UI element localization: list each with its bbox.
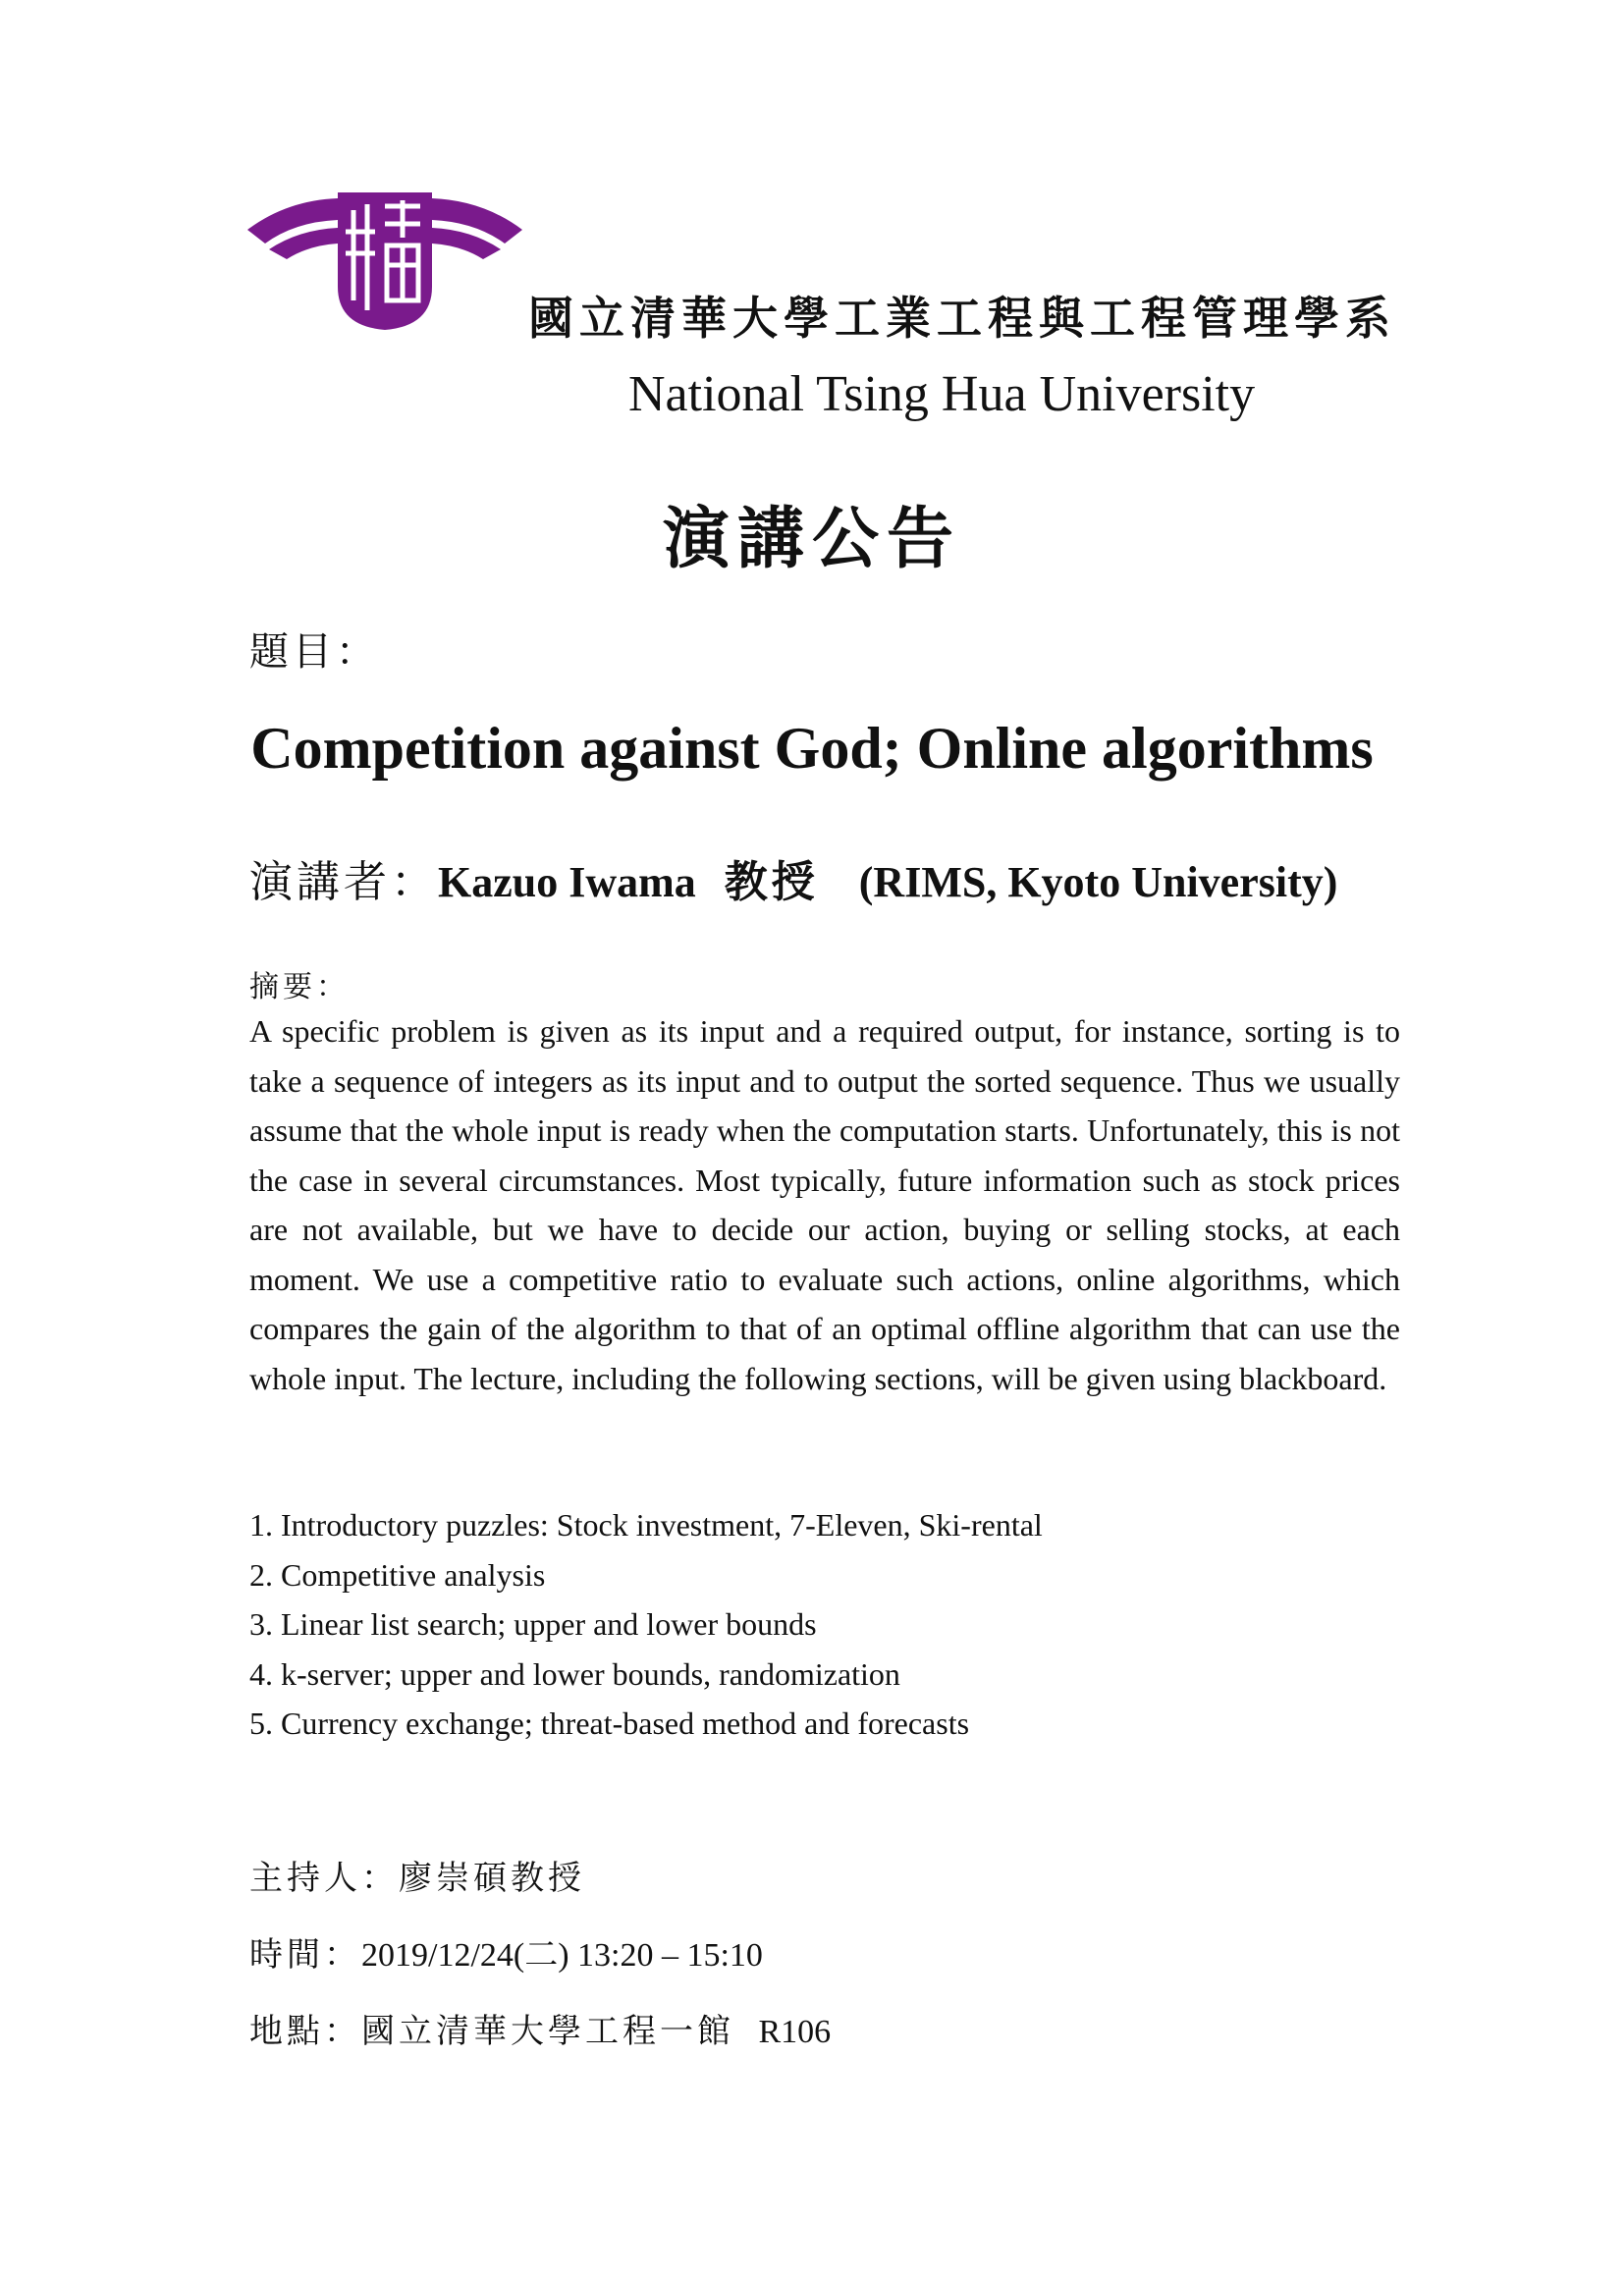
list-item: 5. Currency exchange; threat-based method and forecasts: [249, 1706, 970, 1741]
speaker-line: [249, 846, 1337, 909]
outline-list: [249, 1500, 1043, 1749]
list-item: 3. Linear list search; upper and lower bounds: [249, 1606, 817, 1642]
host-value: 廖崇碩教授: [399, 1859, 585, 1898]
speaker-affiliation: (RIMS, Kyoto University): [858, 858, 1338, 906]
list-item: 1. Introductory puzzles: Stock investment, 7-Eleven, Ski-rental: [249, 1507, 1043, 1543]
time-label: 時間：: [249, 1935, 361, 1975]
speaker-name: Kazuo Iwama: [438, 858, 696, 906]
speaker-label: 演講者：: [249, 857, 438, 907]
abstract-text: A specific problem is given as its input and a required output, for instance, sorting is to take a sequence of integers as its input and to output the sorted sequence. Thus we usually assume that the whole input is ready when the computation starts. Unfortunately, this is not the case in several circumstances. Most typically, future information such as stock prices are not available, but we have to decide our action, buying or selling stocks, at each moment. We use a competitive ratio to evaluate such actions, online algorithms, which compares the gain of the algorithm to that of an optimal offline algorithm that can use the whole input. The lecture, including the following sections, will be given using blackboard.: [249, 1013, 1400, 1396]
abstract-label: 摘要：: [249, 970, 350, 1004]
notice-title: 演講公告: [662, 500, 961, 578]
topic-label: 題目：: [249, 629, 379, 675]
list-item: 4. k-server; upper and lower bounds, randomization: [249, 1655, 900, 1692]
place-label: 地點：: [249, 2012, 361, 2051]
speaker-title: 教授: [724, 857, 819, 907]
talk-title: Competition against God; Online algorithms: [250, 716, 1374, 781]
department-name: 國立清華大學工業工程與工程管理學系: [528, 292, 1396, 345]
place-room: R106: [758, 2014, 832, 2050]
place-value: 國立清華大學工程一館: [361, 2012, 734, 2051]
time-value: 2019/12/24(二) 13:20 – 15:10: [361, 1937, 763, 1974]
time-line: [249, 1927, 763, 1976]
place-line: [249, 2004, 831, 2052]
host-line: [249, 1851, 585, 1899]
nthu-emblem-logo: [247, 192, 522, 332]
host-label: 主持人：: [249, 1859, 399, 1898]
university-name: National Tsing Hua University: [628, 366, 1256, 422]
list-item: 2. Competitive analysis: [249, 1556, 546, 1593]
